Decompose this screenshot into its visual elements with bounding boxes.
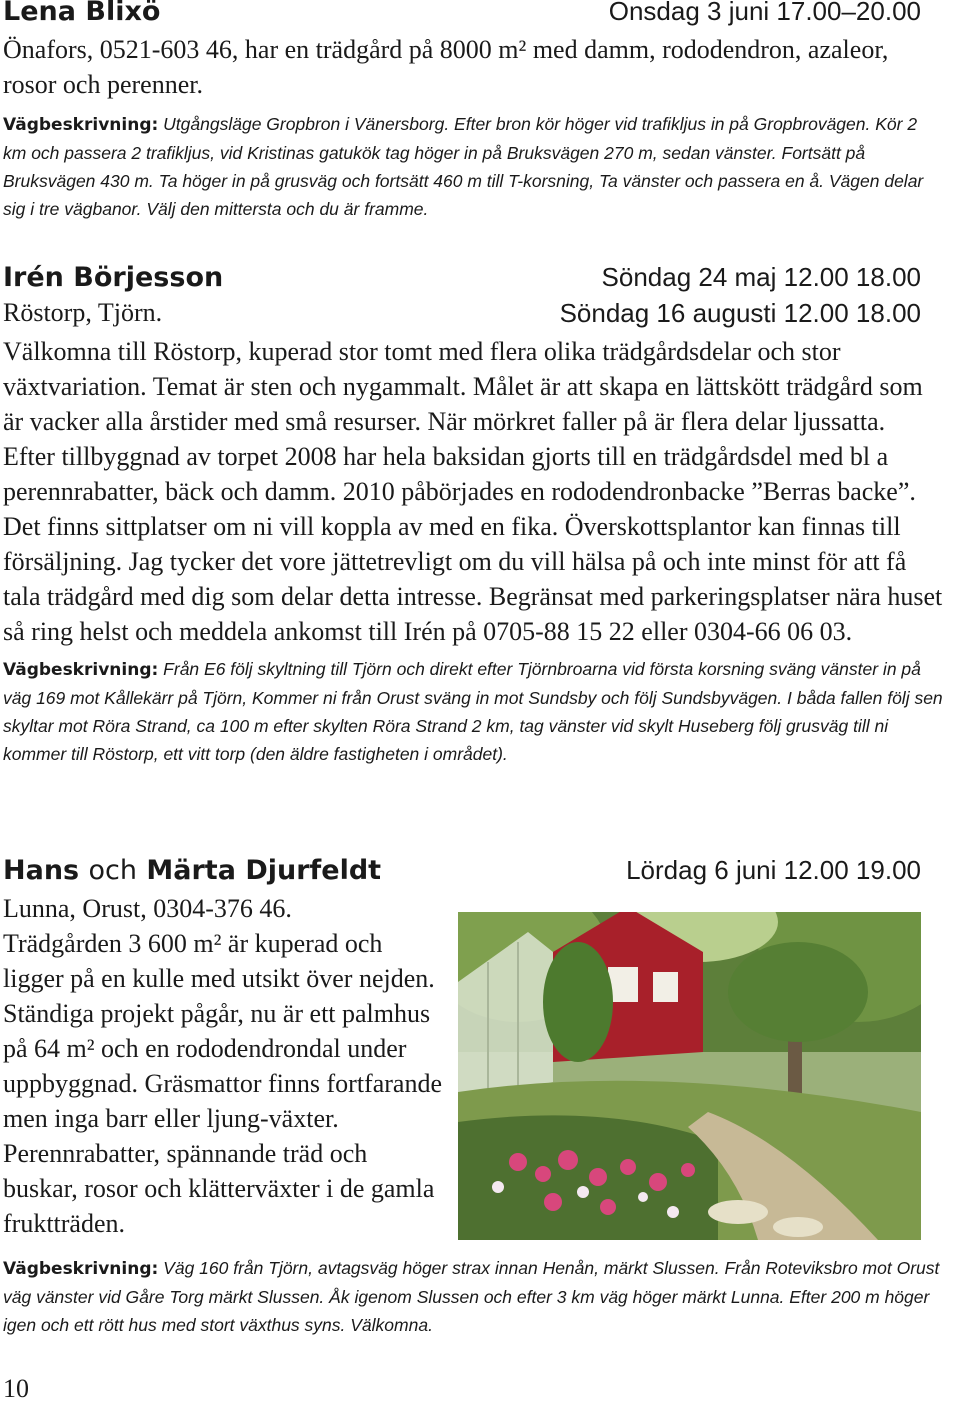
- directions-label: Vägbeskrivning:: [3, 115, 159, 135]
- open-date: Onsdag 3 juni 17.00–20.00: [608, 0, 921, 26]
- entry-header: [3, 855, 943, 891]
- entry-iren-borjesson: [3, 262, 943, 768]
- open-date-1: Söndag 24 maj 12.00 18.00: [601, 262, 921, 292]
- host-conjunction: och: [88, 855, 137, 886]
- host-name-2: Märta Djurfeldt: [146, 855, 382, 886]
- garden-description: Välkomna till Röstorp, kuperad stor tomt med flera olika trädgårdsdelar och stor växtvariation. Temat är sten och nygammalt. Målet är att skapa en lättskött trädgård som är vacker alla årstider med små resurser. När mörkret faller på är flera delar ljussatta. Efter tillbyggnad av torpet 2008 har hela baksidan gjorts till en trädgårdsdel med bl a perennrabatter, bäck och damm. 2010 påbörjades en rododendronbacke ”Berras backe”. Det finns sittplatser om ni vill koppla av med en fika. Överskottsplantor kan finnas till försäljning. Jag tycker det vore jättetrevligt om du vill hälsa på och inte minst för att få tala trädgård med dig som delar detta intresse. Begränsat med parkeringsplatser nära huset så ring helst och meddela ankomst till Irén på 0705-88 15 22 eller 0304-66 06 03.: [3, 337, 943, 646]
- host-names: [3, 855, 381, 886]
- directions-text: Väg 160 från Tjörn, avtagsväg höger strax innan Henån, märkt Slussen. Från Roteviksbro mot Orust väg vänster vid Gåre Torg märkt Slussen. Åk igenom Slussen och efter 3 km väg höger märkt Lunna. Efter 200 m höger igen och ett rött hus med stort växthus syns. Välkomna.: [3, 1258, 940, 1335]
- garden-description: Önafors, 0521-603 46, har en trädgård på 8000 m² med damm, rododendron, azaleor, rosor och perenner.: [3, 35, 889, 99]
- garden-photo-icon: [458, 912, 921, 1240]
- directions: [3, 655, 943, 768]
- garden-place: Lunna, Orust, 0304-376 46.: [3, 894, 292, 923]
- directions-label: Vägbeskrivning:: [3, 1259, 159, 1279]
- directions: [3, 110, 938, 223]
- directions-text: Från E6 följ skyltning till Tjörn och direkt efter Tjörnbroarna vid första korsning sväng vänster in på väg 169 mot Kållekärr på Tjörn, Kommer ni från Orust sväng in mot Sundsby och följ Sundsbyvägen. I båda fallen följ sen skyltar mot Röra Strand, ca 100 m efter skylten Röra Strand 2 km, tag vänster vid skylt Huseberg följ grusväg till ni kommer till Röstorp, ett vitt torp (den äldre fastigheten i området).: [3, 659, 943, 764]
- directions-text: Utgångsläge Gropbron i Vänersborg. Efter bron kör höger vid trafikljus in på Gropbrovägen. Kör 2 km och passera 2 trafikljus, vid Kristinas gatukök tag höger in på Bruksvägen 270 m, sedan vänster. Fortsätt på Bruksvägen 430 m. Ta höger in på grusväg och fortsätt 460 m till T-korsning, Ta vänster och passera en å. Vägen delar sig i tre vägbanor. Välj den mittersta och du är framme.: [3, 114, 924, 219]
- garden-place: Röstorp, Tjörn.: [3, 298, 163, 327]
- page-number: 10: [3, 1374, 29, 1403]
- entry-header: [3, 262, 943, 298]
- entry-subheader: [3, 298, 943, 334]
- host-name-1: Hans: [3, 855, 80, 886]
- directions-label: Vägbeskrivning:: [3, 660, 159, 680]
- directions: [3, 1254, 943, 1339]
- host-name: Lena Blixö: [3, 0, 161, 27]
- open-date: Lördag 6 juni 12.00 19.00: [626, 855, 921, 885]
- host-name: Irén Börjesson: [3, 262, 224, 293]
- entry-lena-blixo: [3, 0, 943, 223]
- open-date-2: Söndag 16 augusti 12.00 18.00: [559, 298, 921, 328]
- entry-header: [3, 0, 943, 32]
- garden-description: Trädgården 3 600 m² är kuperad och ligger på en kulle med utsikt över nejden. Ständiga projekt pågår, nu är ett palmhus på 64 m² och en rododendrondal under uppbyggnad. Gräsmattor finns fortfarande men inga barr eller ljung-växter. Perennrabatter, spännande träd och buskar, rosor och klätterväxter i de gamla fruktträden.: [3, 929, 442, 1238]
